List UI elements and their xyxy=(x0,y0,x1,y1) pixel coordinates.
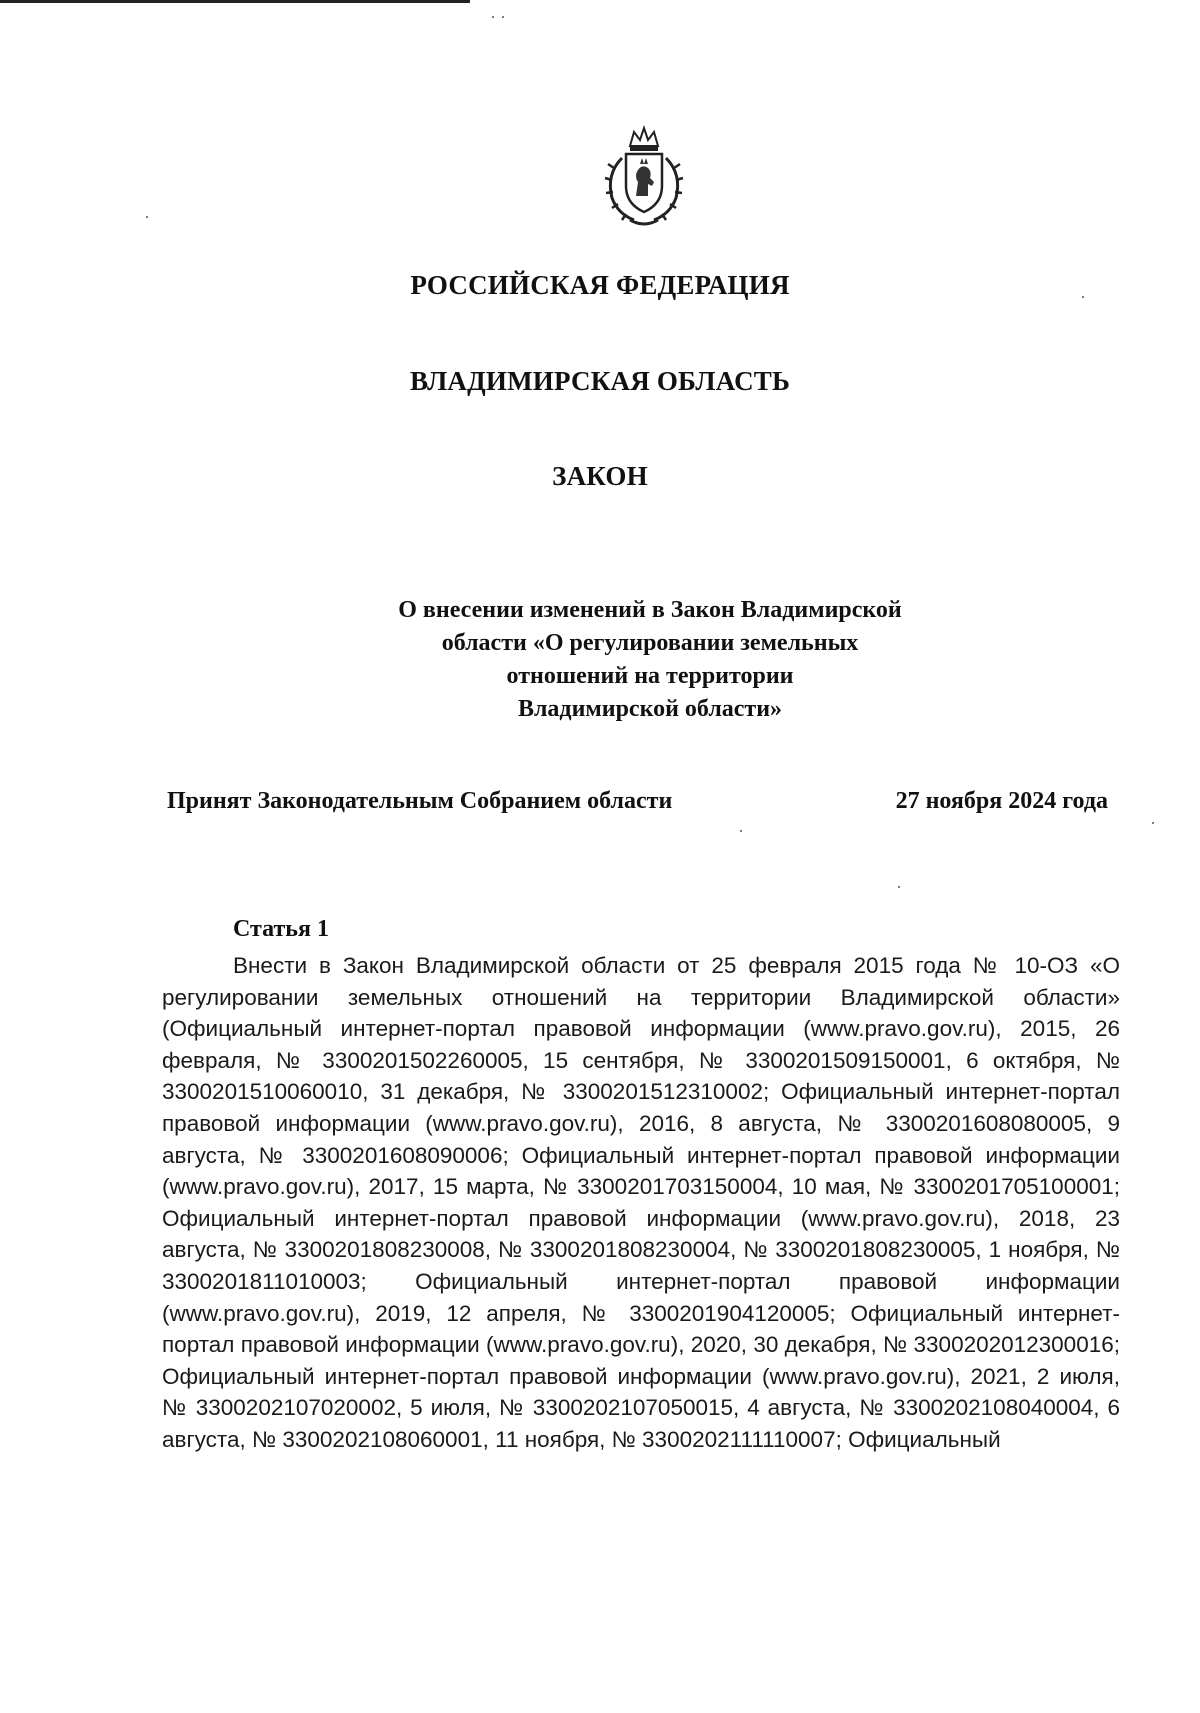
scan-speck xyxy=(502,16,504,18)
law-title-line: О внесении изменений в Закон Владимирской xyxy=(398,597,902,623)
document-type-heading: ЗАКОН xyxy=(552,461,648,491)
scan-speck xyxy=(492,16,494,18)
scan-edge-line xyxy=(0,0,470,3)
scan-speck xyxy=(1152,822,1154,824)
scan-speck xyxy=(898,886,900,888)
law-title xyxy=(330,594,970,726)
scan-speck xyxy=(146,216,148,218)
scan-speck xyxy=(740,830,742,832)
article-body-text: Внести в Закон Владимирской области от 25 февраля 2015 года № 10-ОЗ «О регулировании земельных отношений на территории Владимирской области» (Официальный интернет-портал правовой информации (www.pravo.gov.ru), 2015, 26 февраля, № 3300201502260005, 15 сентября, № 3300201509150001, 6 октября, № 3300201510060010, 31 декабря, № 3300201512310002; Официальный интернет-портал правовой информации (www.pravo.gov.ru), 2016, 8 августа, № 3300201608080005, 9 августа, № 3300201608090006; Официальный интернет-портал правовой информации (www.pravo.gov.ru), 2017, 15 марта, № 3300201703150004, 10 мая, № 3300201705100001; Официальный интернет-портал правовой информации (www.pravo.gov.ru), 2018, 23 августа, № 3300201808230008, № 3300201808230004, № 3300201808230005, 1 ноября, № 3300201811010003; Официальный интернет-портал правовой информации (www.pravo.gov.ru), 2019, 12 апреля, № 3300201904120005; Официальный интернет-портал правовой информации (www.pravo.gov.ru), 2020, 30 декабря, № 3300202012300016; Официальный интернет-портал правовой информации (www.pravo.gov.ru), 2021, 2 июля, № 3300202107020002, 5 июля, № 3300202107050015, 4 августа, № 3300202108040004, 6 августа, № 3300202108060001, 11 ноября, № 3300202111110007; Официальный xyxy=(162,953,1120,1452)
country-heading: РОССИЙСКАЯ ФЕДЕРАЦИЯ xyxy=(410,270,790,300)
region-heading: ВЛАДИМИРСКАЯ ОБЛАСТЬ xyxy=(409,366,791,396)
adoption-label: Принят Законодательным Собранием области xyxy=(167,788,673,814)
article-heading: Статья 1 xyxy=(233,916,329,942)
law-title-line: области «О регулировании земельных xyxy=(441,630,859,656)
law-title-line: Владимирской области» xyxy=(517,696,783,722)
scan-speck xyxy=(1082,296,1084,298)
law-title-line: отношений на территории xyxy=(506,663,794,689)
adoption-date: 27 ноября 2024 года xyxy=(895,788,1108,814)
coat-of-arms-icon xyxy=(600,124,688,228)
